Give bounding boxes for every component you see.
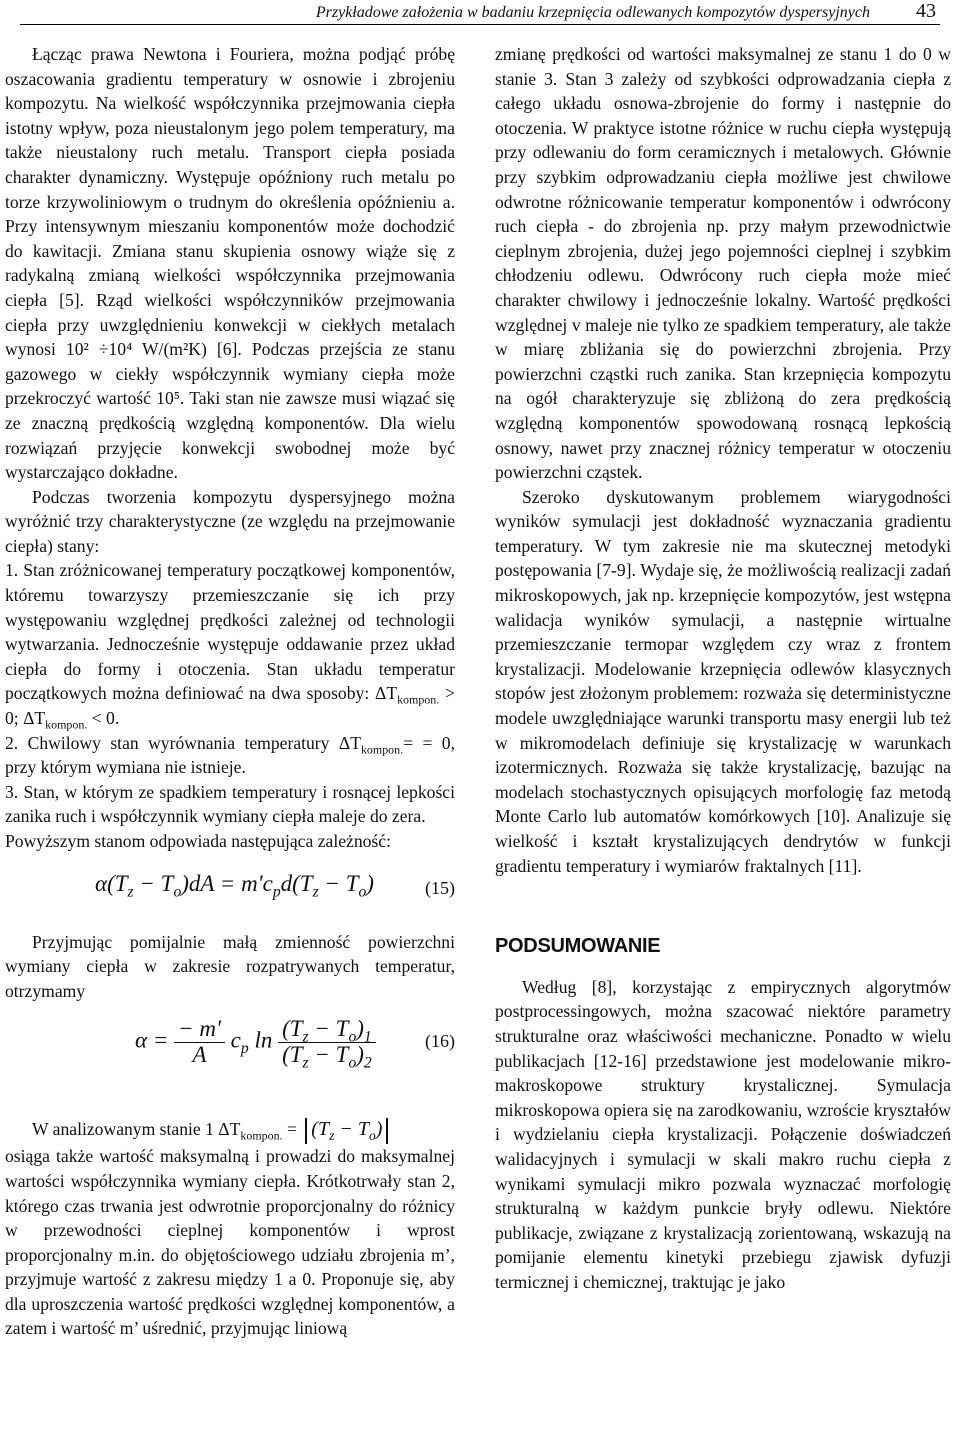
running-title: Przykładowe założenia w badaniu krzepnięcia odlewanych kompozytów dyspersyjnych bbox=[315, 4, 870, 21]
left-column bbox=[5, 42, 455, 1341]
paragraph-simulation-reliability: Szeroko dyskutowanym problemem wiarygodności wyników symulacji jest dokładność wyznaczania gradientu temperatury. W tym zakresie nie ma skutecznej metodyki postępowania [7-9]. Wydaje się, że możliwością realizacji zadań mikroskopowych, jak np. krzepnięcie kompozytów, jest wstępna walidacja wyników symulacji, a następnie wirtualne przemieszczanie termopar względem czy wraz z frontem krystalizacji. Modelowanie krzepnięcia odlewów klasycznych stopów jest złożonym problemem: rozważa się deterministyczne modele uwzględniające warunki transportu masy energii lub też w mikromodelach definiuje się krystalizację w warunkach izotermicznych. Rozważa się także krystalizację, bazując na modelach stochastycznych opisujących morfologię faz metodą Monte Carlo lub automatów komórkowych [10]. Analizuje się wielkość i kształt krystalizujących dendrytów w funkcji gradientu temperatury i wymiarów fraktalnych [11]. bbox=[495, 486, 951, 876]
equation-16-body: α = $\frac{- m'}{A}$ $c_p$ ln $\frac{(T_z - T_o)_1}{(T_z - T_o)_2}$ bbox=[135, 1017, 376, 1067]
paragraph-summary: Według [8], korzystając z empirycznych algorytmów postprocessingowych, można szacować niektóre parametry strukturalne oraz właściwości mechaniczne. Ponadto w wielu publikacjach [12-16] przedstawione jest modelowanie mikro-makroskopowe struktury krystalicznej. Symulacja mikroskopowa opiera się na zarodkowaniu, wzroście kryształów i wydzielaniu ciepła krystalizacji. Połączenie doświadczeń walidacyjnych i symulacji w skali makro ruchu ciepła z wynikami symulacji mikro pozwala wyznaczać morfologię strukturalną w każdym punkcie bryły odlewu. Niektóre publikacje, związane z krystalizacją zorientowaną, wskazują na pomijanie elementu kinetyki przebiegu zjawisk dyfuzji termicznej i chemicznej, traktując je jako bbox=[495, 976, 951, 1292]
state-1-end: < 0. bbox=[87, 708, 120, 729]
list-item-state-1 bbox=[5, 558, 455, 730]
state-1-text: 1. Stan zróżnicowanej temperatury początkowej komponentów, któremu towarzyszy przemieszczanie się ich przy występowaniu względnej prędkości zależnej od technologii wytwarzania. Jednocześnie występuje oddawanie przez układ ciepła do formy i otoczenia. Stan układu temperatur początkowych można definiować na dwa sposoby: ΔT bbox=[5, 560, 455, 704]
paragraph-state-1-abs: W analizowanym stanie 1 $\Delta T_{kompon.} = (T_z - T_o)$ bbox=[5, 1117, 455, 1144]
paragraph-relation-intro: Powyższym stanom odpowiada następująca zależność: bbox=[5, 831, 391, 851]
state-1-sub-a: kompon. bbox=[397, 692, 440, 707]
equation-15-body: $\alpha(T_z - T_o)dA = m'c_pd(T_z - T_o)$ bbox=[95, 870, 374, 901]
paragraph-three-states: Podczas tworzenia kompozytu dyspersyjnego można wyróżnić trzy charakterystyczne (ze względu na przejmowanie ciepła) stany: bbox=[5, 486, 455, 556]
section-heading-summary: PODSUMOWANIE bbox=[495, 935, 661, 958]
paragraph-surface-assumption: Przyjmując pomijalnie małą zmienność powierzchni wymiany ciepła w zakresie rozpatrywanych temperatur, otrzymamy bbox=[5, 931, 455, 1001]
paragraph-state-2-description: osiąga także wartość maksymalną i prowadzi do maksymalnej wartości współczynnika wymiany ciepła. Krótkotrwały stan 2, którego czas trwania jest odwrotnie proporcjonalny do różnicy w przewodności cieplnej komponentów i wprost proporcjonalny m.in. do objętościowego udziału zbrojenia m’, przyjmuje wartość z zakresu między 1 a 0. Proponuje się, aby dla uproszczenia wartość prędkości względnej komponentów, a zatem i wartość m’ uśrednić, przyjmując liniową bbox=[5, 1146, 455, 1339]
equation-16-number: (16) bbox=[425, 1031, 455, 1052]
state-1-abs-eq: = bbox=[282, 1119, 302, 1140]
state-2-sub: kompon. bbox=[360, 742, 404, 757]
state-2-text: 2. Chwilowy stan wyrównania temperatury ΔT bbox=[5, 732, 361, 753]
paragraph-state-3-continuation: zmianę prędkości od wartości maksymalnej ze stanu 1 do 0 w stanie 3. Stan 3 zależy od szybkości odprowadzania ciepła z całego układu osnowa-zbrojenie do formy i następnie do otoczenia. W praktyce istotne różnice w ruchu ciepła występują przy odlewaniu do form ceramicznych i metalowych. Głównie przy szybkim odprowadzaniu ciepła możliwe jest chwilowe odwrotne różnicowanie temperatur komponentów i odwrócony ruch ciepła - do zbrojenia np. przy małym przewodnictwie cieplnym zbrojenia, dużej jego pojemności cieplnej i szybkim chłodzeniu odlewu. Odwrócony ruch ciepła może mieć charakter chwilowy i jednocześnie lokalny. Wartość prędkości względnej v maleje nie tylko ze spadkiem temperatury, ale także w miarę zbliżania się do powierzchni zbrojenia. Przy powierzchni cząstki ruch zanika. Stan krzepnięcia kompozytu na ogół charakteryzuje się zbliżoną do zera prędkością względną komponentów spowodowaną rosnącą lepkością osnowy, nawet przy znacznej różnicy temperatur w otoczeniu powierzchni cząstek. bbox=[495, 44, 951, 483]
equation-15 bbox=[5, 864, 455, 920]
equation-15-number: (15) bbox=[425, 877, 455, 898]
state-1-abs-sub: kompon. bbox=[240, 1128, 283, 1143]
paragraph-newton-fourier: Łącząc prawa Newtona i Fouriera, można podjąć próbę oszacowania gradientu temperatury w osnowie i zbrojeniu kompozytu. Na wielkość współczynnika przejmowania ciepła istotny wpływ, poza nieustalonym jego polem temperatury, ma także nieustalony ruch metalu. Transport ciepła posiada charakter dynamiczny. Występuje opóźniony ruch metalu po torze krzywoliniowym o trudnym do określenia opóźnieniu a. Przy intensywnym mieszaniu komponentów może dochodzić do kawitacji. Zmiana stanu skupienia osnowy wiąże się z radykalną zmianą wielkości współczynnika przejmowania ciepła [5]. Rząd wielkości współczynników przejmowania ciepła przy uwzględnieniu konwekcji w ciekłych metalach wynosi 10² ÷10⁴ W/(m²K) [6]. Podczas przejścia ze stanu gazowego w ciekły współczynnik wymiany ciepła może przekroczyć wartość 10⁵. Taki stan nie zawsze musi wiązać się ze znaczną prędkością względną komponentów. Dla wielu rozwiązań przyjęcie konwekcji swobodnej może być wystarczająco dokładne. bbox=[5, 44, 455, 483]
state-1-mid: > 0; ΔT bbox=[5, 683, 455, 729]
page-number: 43 bbox=[916, 0, 936, 22]
right-column bbox=[495, 42, 951, 1295]
list-item-state-3: 3. Stan, w którym ze spadkiem temperatury i rosnącej lepkości zanika ruch i współczynnik wymiany ciepła maleje do zera. bbox=[5, 781, 455, 827]
equation-16 bbox=[5, 1017, 455, 1107]
state-2-end: = = 0, przy którym wymiana nie istnieje. bbox=[5, 732, 455, 778]
state-1-sub-b: kompon. bbox=[45, 717, 88, 732]
state-1-abs-text: W analizowanym stanie 1 ΔT bbox=[32, 1119, 241, 1140]
running-header bbox=[20, 0, 940, 25]
list-item-state-2 bbox=[5, 731, 455, 780]
